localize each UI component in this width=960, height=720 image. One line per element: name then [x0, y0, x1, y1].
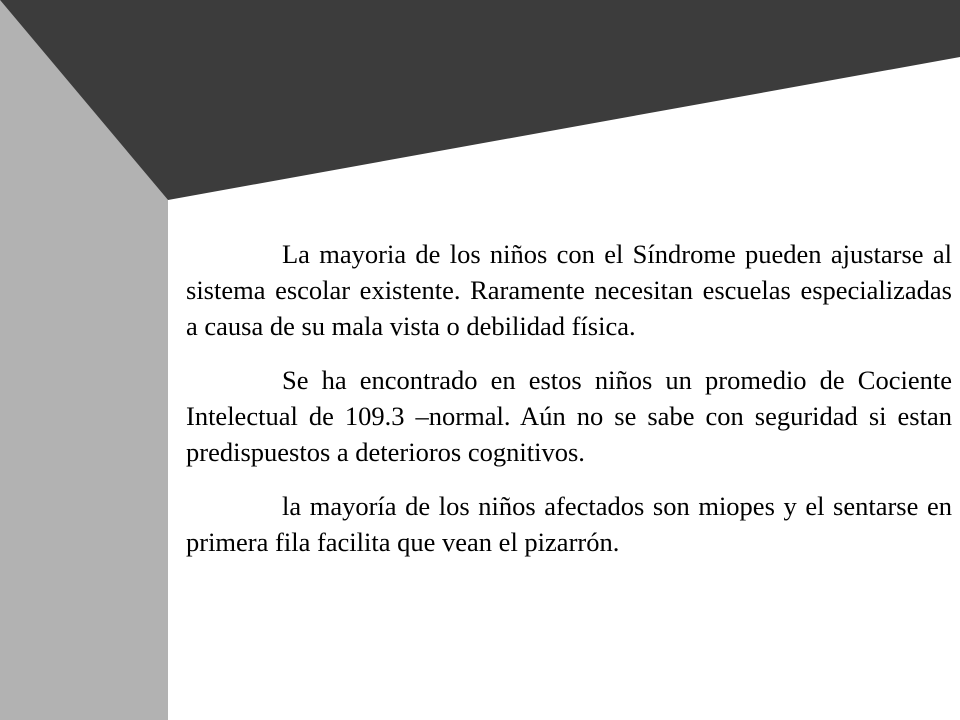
paragraph-3: la mayoría de los niños afectados son miopes y el sentarse en primera fila facilita que vean el pizarrón.	[186, 491, 952, 557]
paragraph-2: Se ha encontrado en estos niños un promedio de Cociente Intelectual de 109.3 –normal. Aún no se sabe con seguridad si estan predispuestos a deterioros cognitivos.	[186, 365, 952, 467]
paragraph-1: La mayoria de los niños con el Síndrome pueden ajustarse al sistema escolar existente. Raramente necesitan escuelas especializadas a causa de su mala vista o debilidad física.	[186, 239, 952, 341]
top-band-shape	[0, 0, 960, 200]
body-text	[186, 236, 952, 578]
